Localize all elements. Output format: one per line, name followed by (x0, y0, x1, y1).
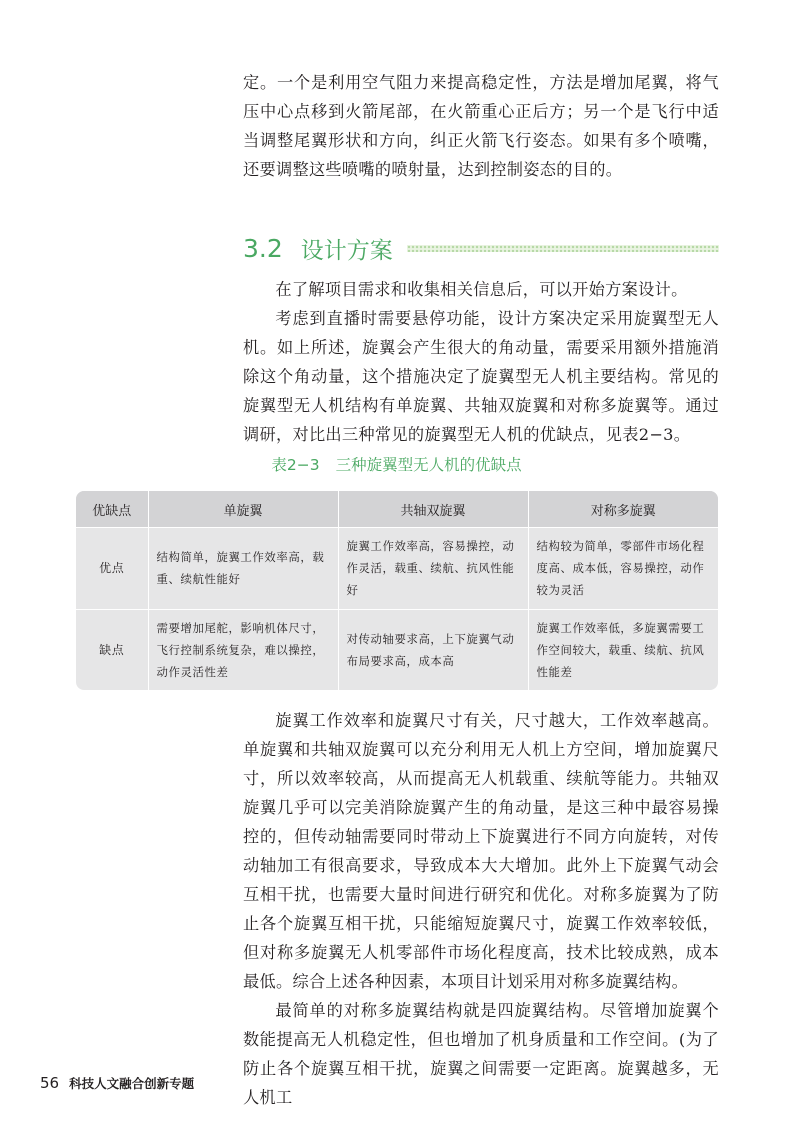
table-row (76, 528, 718, 610)
page-number: 56 (40, 1074, 60, 1092)
intro-paragraph: 在了解项目需求和收集相关信息后，可以开始方案设计。 (275, 280, 688, 299)
table-cell: 旋翼工作效率高，容易操控，动作灵活，载重、续航、抗风性能好 (338, 528, 528, 610)
body-paragraph: 旋翼工作效率和旋翼尺寸有关，尺寸越大，工作效率越高。单旋翼和共轴双旋翼可以充分利用无人机上方空间，增加旋翼尺寸，所以效率较高，从而提高无人机载重、续航等能力。共轴双旋翼几乎可以完美消除旋翼产生的角动量，是这三种中最容易操控的，但传动轴需要同时带动上下旋翼进行不同方向旋转，对传动轴加工有很高要求，导致成本大大增加。此外上下旋翼气动会互相干扰，也需要大量时间进行研究和优化。对称多旋翼为了防止各个旋翼互相干扰，只能缩短旋翼尺寸，旋翼工作效率较低，但对称多旋翼无人机零部件市场化程度高，技术比较成熟，成本最低。综合上述各种因素，本项目计划采用对称多旋翼结构。 (243, 711, 719, 991)
section-number: 3.2 (243, 233, 283, 263)
intro-text (243, 275, 719, 449)
table-header-row (76, 491, 718, 528)
section-title: 设计方案 (300, 237, 393, 264)
page-footer (40, 1074, 194, 1092)
body-paragraph: 最简单的对称多旋翼结构就是四旋翼结构。尽管增加旋翼个数能提高无人机稳定性，但也增加了机身质量和工作空间。(为了防止各个旋翼互相干扰，旋翼之间需要一定距离。旋翼越多，无人机工 (243, 1001, 719, 1107)
row-label: 优点 (76, 528, 148, 610)
table-cell: 需要增加尾舵，影响机体尺寸，飞行控制系统复杂，难以操控，动作灵活性差 (148, 609, 338, 690)
intro-paragraph: 考虑到直播时需要悬停功能，设计方案决定采用旋翼型无人机。如上所述，旋翼会产生很大的角动量，需要采用额外措施消除这个角动量，这个措施决定了旋翼型无人机主要结构。常见的旋翼型无人机结构有单旋翼、共轴双旋翼和对称多旋翼等。通过调研，对比出三种常见的旋翼型无人机的优缺点，见表2−3。 (243, 309, 719, 444)
table-header-cell: 对称多旋翼 (528, 491, 718, 528)
footer-title: 科技人文融合创新专题 (69, 1076, 195, 1091)
comparison-table (76, 491, 718, 690)
body-text (243, 706, 719, 1112)
table-header-cell: 共轴双旋翼 (338, 491, 528, 528)
section-heading (243, 228, 719, 268)
table-header-cell: 单旋翼 (148, 491, 338, 528)
table-caption-title: 三种旋翼型无人机的优缺点 (335, 456, 522, 474)
table-header-cell: 优缺点 (76, 491, 148, 528)
top-paragraph: 定。一个是利用空气阻力来提高稳定性，方法是增加尾翼，将气压中心点移到火箭尾部，在火箭重心正后方；另一个是飞行中适当调整尾翼形状和方向，纠正火箭飞行姿态。如果有多个喷嘴，还要调整这些喷嘴的喷射量，达到控制姿态的目的。 (243, 73, 719, 179)
table-cell: 结构简单，旋翼工作效率高，载重、续航性能好 (148, 528, 338, 610)
section-dotted-rule (407, 245, 719, 252)
table-cell: 结构较为简单，零部件市场化程度高、成本低，容易操控，动作较为灵活 (528, 528, 718, 610)
table-cell: 对传动轴要求高，上下旋翼气动布局要求高，成本高 (338, 609, 528, 690)
table-caption-number: 表2−3 (271, 456, 320, 474)
table-row (76, 609, 718, 690)
row-label: 缺点 (76, 609, 148, 690)
table-cell: 旋翼工作效率低，多旋翼需要工作空间较大，载重、续航、抗风性能差 (528, 609, 718, 690)
table-caption (0, 453, 793, 475)
